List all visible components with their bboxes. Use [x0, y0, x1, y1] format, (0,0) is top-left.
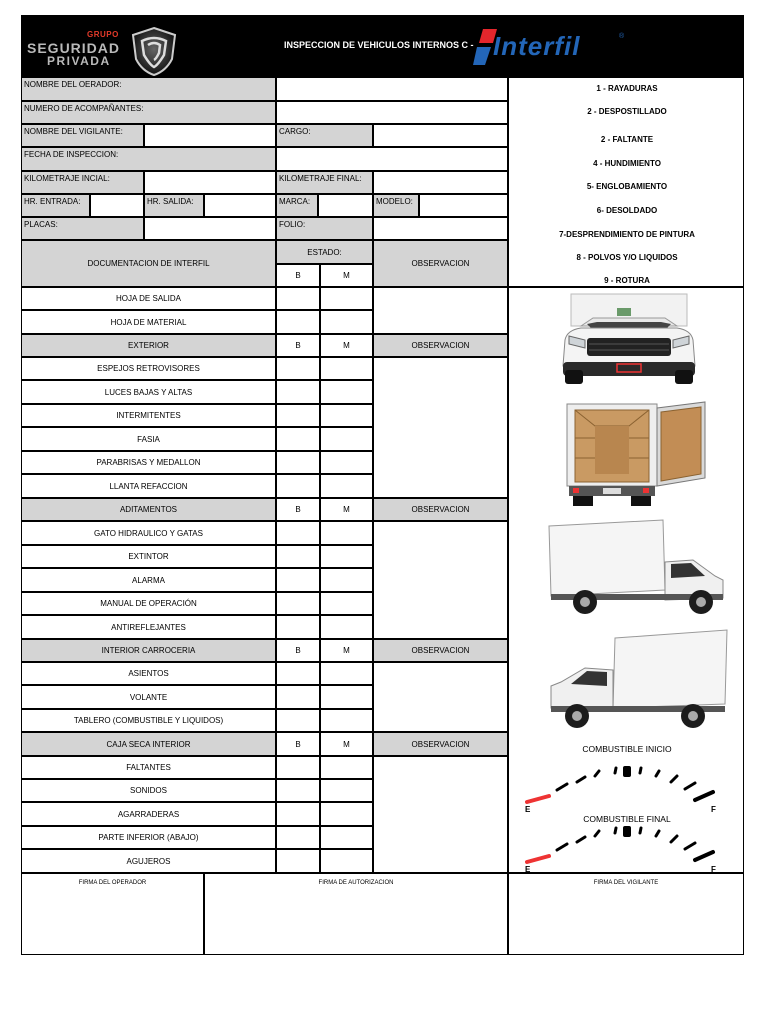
estado-header: ESTADO:	[276, 240, 373, 264]
check-m[interactable]	[320, 826, 373, 849]
row-hoja-salida: HOJA DE SALIDA	[21, 287, 276, 310]
damage-codes-legend	[508, 77, 744, 287]
fuel-start-label: COMBUSTIBLE INICIO	[582, 744, 672, 754]
b-column-header: B	[276, 639, 320, 662]
check-m[interactable]	[320, 451, 373, 474]
logo-seguridad-text: SEGURIDAD	[27, 40, 121, 56]
m-column-header: M	[320, 498, 373, 521]
check-b[interactable]	[276, 451, 320, 474]
vehicle-diagram-column	[508, 287, 744, 873]
row-hoja-material: HOJA DE MATERIAL	[21, 310, 276, 334]
row-alarma: ALARMA	[21, 568, 276, 592]
seguridad-privada-logo	[25, 23, 200, 71]
check-b[interactable]	[276, 849, 320, 873]
companions-field[interactable]	[276, 101, 508, 124]
section-exterior-title: EXTERIOR	[21, 334, 276, 357]
row-agarraderas: AGARRADERAS	[21, 802, 276, 826]
section-aditamentos-title: ADITAMENTOS	[21, 498, 276, 521]
folio-field[interactable]	[373, 217, 508, 240]
registered-mark: ®	[619, 33, 625, 40]
entry-time-field[interactable]	[90, 194, 144, 217]
check-m[interactable]	[320, 427, 373, 451]
check-b[interactable]	[276, 380, 320, 404]
companions-label: NUMERO DE ACOMPAÑANTES:	[21, 101, 276, 124]
check-m[interactable]	[320, 310, 373, 334]
inspection-date-field[interactable]	[276, 147, 508, 171]
row-antireflejantes: ANTIREFLEJANTES	[21, 615, 276, 639]
observation-header: OBSERVACION	[373, 732, 508, 756]
logo-privada-text: PRIVADA	[47, 54, 111, 68]
full-mark: F	[711, 865, 716, 874]
m-column-header: M	[320, 639, 373, 662]
check-m[interactable]	[320, 287, 373, 310]
plates-label: PLACAS:	[21, 217, 144, 240]
authorization-signature-label: FIRMA DE AUTORIZACION	[318, 880, 394, 886]
documentation-header: DOCUMENTACION DE INTERFIL	[21, 240, 276, 287]
damage-code: 6- DESOLDADO	[596, 206, 658, 215]
truck-left-side-image	[547, 628, 733, 732]
check-m[interactable]	[320, 545, 373, 568]
damage-code: 4 - HUNDIMIENTO	[593, 159, 661, 168]
check-m[interactable]	[320, 592, 373, 615]
empty-mark: E	[525, 805, 531, 814]
row-fasia: FASIA	[21, 427, 276, 451]
check-m[interactable]	[320, 380, 373, 404]
final-mileage-field[interactable]	[373, 171, 508, 194]
damage-code: 2 - FALTANTE	[600, 135, 654, 144]
row-asientos: ASIENTOS	[21, 662, 276, 685]
damage-code: 7-DESPRENDIMIENTO DE PINTURA	[559, 230, 695, 239]
position-field[interactable]	[373, 124, 508, 147]
observation-header: OBSERVACION	[373, 240, 508, 287]
row-sonidos: SONIDOS	[21, 779, 276, 802]
check-m[interactable]	[320, 756, 373, 779]
check-b[interactable]	[276, 826, 320, 849]
guard-name-label: NOMBRE DEL VIGILANTE:	[21, 124, 144, 147]
inspection-date-label: FECHA DE INSPECCION:	[21, 147, 276, 171]
operator-name-field[interactable]	[276, 77, 508, 101]
row-agujeros: AGUJEROS	[21, 849, 276, 873]
exit-time-field[interactable]	[204, 194, 276, 217]
interfil-logo	[473, 29, 643, 67]
check-m[interactable]	[320, 474, 373, 498]
check-m[interactable]	[320, 779, 373, 802]
check-m[interactable]	[320, 709, 373, 732]
guard-name-field[interactable]	[144, 124, 276, 147]
fuel-start-gauge-icon	[519, 762, 731, 814]
initial-mileage-field[interactable]	[144, 171, 276, 194]
model-field[interactable]	[419, 194, 508, 217]
observation-header: OBSERVACION	[373, 498, 508, 521]
row-espejos: ESPEJOS RETROVISORES	[21, 357, 276, 380]
row-manual-operacion: MANUAL DE OPERACIÓN	[21, 592, 276, 615]
b-column-header: B	[276, 732, 320, 756]
section-interior-carroceria-title: INTERIOR CARROCERIA	[21, 639, 276, 662]
row-luces: LUCES BAJAS Y ALTAS	[21, 380, 276, 404]
check-b[interactable]	[276, 287, 320, 310]
damage-code: 5- ENGLOBAMIENTO	[586, 182, 668, 191]
damage-code: 9 - ROTURA	[604, 276, 650, 285]
check-b[interactable]	[276, 474, 320, 498]
damage-code: 2 - DESPOSTILLADO	[587, 107, 667, 116]
damage-code: 8 - POLVOS Y/O LIQUIDOS	[576, 253, 678, 262]
guard-signature-label: FIRMA DEL VIGILANTE	[593, 880, 659, 886]
b-column-header: B	[276, 334, 320, 357]
check-m[interactable]	[320, 802, 373, 826]
operator-name-label: NOMBRE DEL OERADOR:	[21, 77, 276, 101]
check-b[interactable]	[276, 709, 320, 732]
check-m[interactable]	[320, 662, 373, 685]
m-column-header: M	[320, 334, 373, 357]
check-b[interactable]	[276, 592, 320, 615]
check-m[interactable]	[320, 404, 373, 427]
exit-time-label: HR. SALIDA:	[144, 194, 204, 217]
check-b[interactable]	[276, 357, 320, 380]
check-b[interactable]	[276, 802, 320, 826]
check-m[interactable]	[320, 357, 373, 380]
truck-right-side-image	[545, 518, 731, 618]
row-intermitentes: INTERMITENTES	[21, 404, 276, 427]
check-b[interactable]	[276, 545, 320, 568]
position-label: CARGO:	[276, 124, 373, 147]
check-b[interactable]	[276, 404, 320, 427]
check-m[interactable]	[320, 615, 373, 639]
observation-field-interior[interactable]	[373, 662, 508, 732]
section-caja-seca-title: CAJA SECA INTERIOR	[21, 732, 276, 756]
observation-header: OBSERVACION	[373, 334, 508, 357]
row-volante: VOLANTE	[21, 685, 276, 709]
logo-grupo-text: GRUPO	[87, 30, 119, 39]
row-parabrisas: PARABRISAS Y MEDALLON	[21, 451, 276, 474]
interfil-brand-text: Interfil	[493, 31, 581, 61]
check-b[interactable]	[276, 568, 320, 592]
model-label: MODELO:	[373, 194, 419, 217]
observation-field-aditamentos[interactable]	[373, 521, 508, 639]
check-b[interactable]	[276, 685, 320, 709]
b-column-header: B	[276, 498, 320, 521]
check-b[interactable]	[276, 521, 320, 545]
empty-mark: E	[525, 865, 531, 874]
entry-time-label: HR. ENTRADA:	[21, 194, 90, 217]
b-column-header: B	[276, 264, 320, 287]
check-b[interactable]	[276, 615, 320, 639]
check-b[interactable]	[276, 756, 320, 779]
check-m[interactable]	[320, 849, 373, 873]
row-gato-hidraulico: GATO HIDRAULICO Y GATAS	[21, 521, 276, 545]
observation-header: OBSERVACION	[373, 639, 508, 662]
truck-rear-cargo-image	[559, 398, 709, 508]
guard-signature-box[interactable]	[508, 873, 744, 955]
check-b[interactable]	[276, 310, 320, 334]
brand-field[interactable]	[318, 194, 373, 217]
row-llanta-refaccion: LLANTA REFACCION	[21, 474, 276, 498]
row-parte-inferior: PARTE INFERIOR (ABAJO)	[21, 826, 276, 849]
folio-label: FOLIO:	[276, 217, 373, 240]
m-column-header: M	[320, 264, 373, 287]
truck-front-view-image	[557, 292, 701, 388]
check-b[interactable]	[276, 779, 320, 802]
shield-badge-icon	[128, 25, 180, 77]
operator-signature-box[interactable]	[21, 873, 204, 955]
initial-mileage-label: KILOMETRAJE INCIAL:	[21, 171, 144, 194]
check-b[interactable]	[276, 427, 320, 451]
check-m[interactable]	[320, 568, 373, 592]
final-mileage-label: KILOMETRAJE FINAL:	[276, 171, 373, 194]
damage-code: 1 - RAYADURAS	[596, 84, 658, 93]
fuel-end-label: COMBUSTIBLE FINAL	[583, 814, 671, 824]
operator-signature-label: FIRMA DEL OPERADOR	[78, 880, 147, 886]
observation-field-exterior[interactable]	[373, 357, 508, 498]
observation-field-caja-seca[interactable]	[373, 756, 508, 873]
brand-label: MARCA:	[276, 194, 318, 217]
row-faltantes: FALTANTES	[21, 756, 276, 779]
plates-field[interactable]	[144, 217, 276, 240]
m-column-header: M	[320, 732, 373, 756]
row-extintor: EXTINTOR	[21, 545, 276, 568]
fuel-end-gauge-icon	[519, 822, 731, 874]
document-title: INSPECCION DE VEHICULOS INTERNOS C -	[284, 40, 474, 50]
check-b[interactable]	[276, 662, 320, 685]
check-m[interactable]	[320, 521, 373, 545]
header-bar	[21, 15, 744, 77]
check-m[interactable]	[320, 685, 373, 709]
inspection-sheet	[21, 15, 744, 955]
row-tablero: TABLERO (COMBUSTIBLE Y LIQUIDOS)	[21, 709, 276, 732]
authorization-signature-box[interactable]	[204, 873, 508, 955]
full-mark: F	[711, 805, 716, 814]
observation-field-documents[interactable]	[373, 287, 508, 334]
